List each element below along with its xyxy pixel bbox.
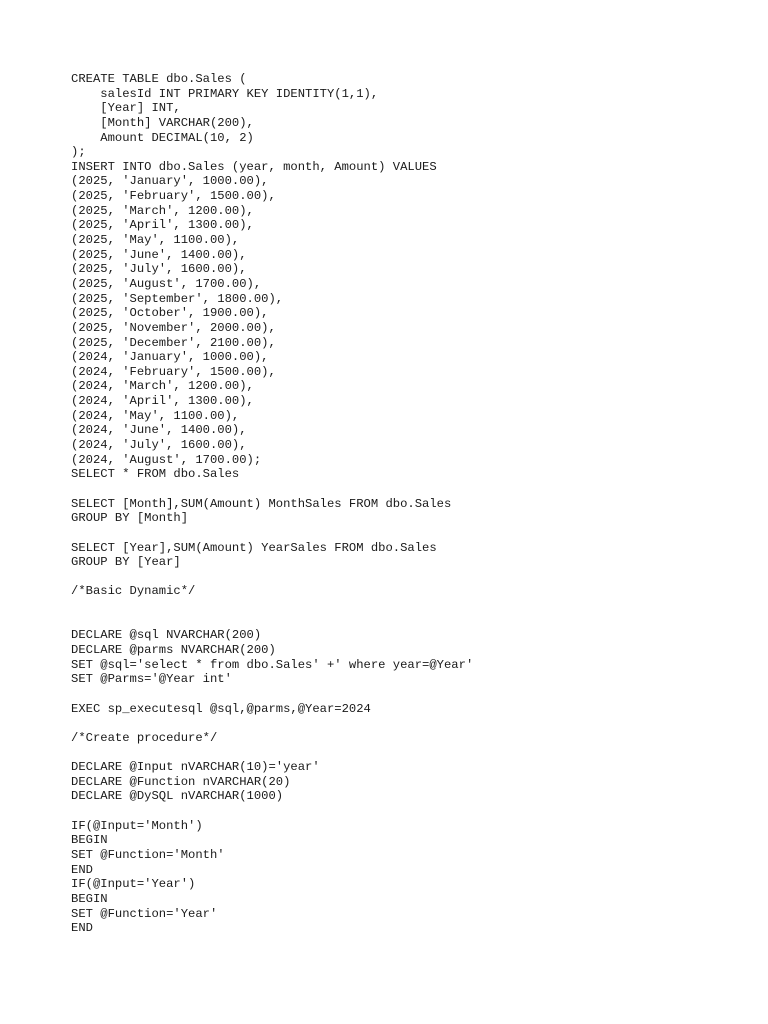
code-line: /*Basic Dynamic*/ (71, 584, 196, 599)
code-line: (2024, 'April', 1300.00), (71, 394, 254, 409)
code-line: (2024, 'July', 1600.00), (71, 438, 247, 453)
code-line: (2024, 'January', 1000.00), (71, 350, 269, 365)
code-line: GROUP BY [Month] (71, 511, 189, 526)
code-line: DECLARE @sql NVARCHAR(200) (71, 628, 262, 643)
code-line: EXEC sp_executesql @sql,@parms,@Year=2024 (71, 701, 371, 716)
code-line: SELECT [Month],SUM(Amount) MonthSales FROM dbo.Sales (71, 496, 452, 511)
code-line: SET @Function='Year' (71, 906, 218, 921)
code-line: (2025, 'March', 1200.00), (71, 203, 254, 218)
code-line (71, 716, 473, 731)
code-line: (2025, 'October', 1900.00), (71, 306, 269, 321)
code-line: (2025, 'August', 1700.00), (71, 276, 262, 291)
code-line: BEGIN (71, 833, 108, 848)
code-line (71, 599, 473, 614)
code-line: (2025, 'December', 2100.00), (71, 335, 276, 350)
code-line: salesId INT PRIMARY KEY IDENTITY(1,1), (71, 86, 379, 101)
code-line: (2025, 'April', 1300.00), (71, 218, 254, 233)
code-line (71, 687, 473, 702)
code-line: SELECT * FROM dbo.Sales (71, 467, 240, 482)
code-line: (2025, 'June', 1400.00), (71, 247, 247, 262)
code-line: (2025, 'September', 1800.00), (71, 291, 284, 306)
code-line: INSERT INTO dbo.Sales (year, month, Amount) VALUES (71, 159, 437, 174)
code-line: SET @Function='Month' (71, 847, 225, 862)
code-line (71, 570, 473, 585)
code-line: (2024, 'May', 1100.00), (71, 408, 240, 423)
code-line: [Year] INT, (71, 101, 181, 116)
code-line: DECLARE @Input nVARCHAR(10)='year' (71, 760, 320, 775)
code-line: IF(@Input='Year') (71, 877, 196, 892)
code-line: (2024, 'February', 1500.00), (71, 364, 276, 379)
code-line: (2024, 'June', 1400.00), (71, 423, 247, 438)
code-line (71, 745, 473, 760)
code-line: (2025, 'November', 2000.00), (71, 320, 276, 335)
code-line (71, 526, 473, 541)
code-line: /*Create procedure*/ (71, 730, 218, 745)
code-line: Amount DECIMAL(10, 2) (71, 130, 254, 145)
code-line: ); (71, 145, 86, 160)
code-line (71, 614, 473, 629)
code-line: (2025, 'February', 1500.00), (71, 189, 276, 204)
code-line: [Month] VARCHAR(200), (71, 115, 254, 130)
code-line: (2025, 'May', 1100.00), (71, 233, 240, 248)
code-line: DECLARE @parms NVARCHAR(200) (71, 642, 276, 657)
code-line: GROUP BY [Year] (71, 555, 181, 570)
code-line: DECLARE @DySQL nVARCHAR(1000) (71, 789, 284, 804)
code-line: SET @sql='select * from dbo.Sales' +' where year=@Year' (71, 657, 474, 672)
code-line: END (71, 921, 93, 936)
code-line: (2024, 'March', 1200.00), (71, 379, 254, 394)
code-line (71, 804, 473, 819)
code-line: BEGIN (71, 891, 108, 906)
code-line: DECLARE @Function nVARCHAR(20) (71, 774, 291, 789)
code-line: END (71, 862, 93, 877)
code-line (71, 482, 473, 497)
code-line: CREATE TABLE dbo.Sales ( (71, 72, 247, 86)
code-line: (2024, 'August', 1700.00); (71, 452, 262, 467)
code-line: SET @Parms='@Year int' (71, 672, 232, 687)
code-line: IF(@Input='Month') (71, 818, 203, 833)
sql-code-block (71, 72, 473, 936)
code-line: (2025, 'July', 1600.00), (71, 262, 247, 277)
code-line: (2025, 'January', 1000.00), (71, 174, 269, 189)
code-line: SELECT [Year],SUM(Amount) YearSales FROM dbo.Sales (71, 540, 437, 555)
